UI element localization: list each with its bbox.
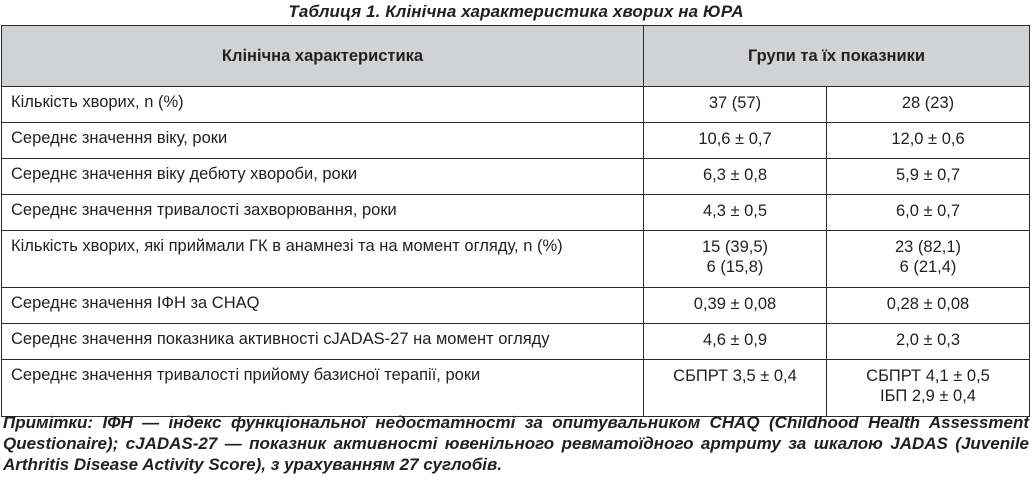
group-1-value xyxy=(644,324,827,360)
group-2-value xyxy=(827,87,1030,123)
value-line: 37 (57) xyxy=(708,94,762,112)
group-1-value xyxy=(644,288,827,324)
group-2-value xyxy=(827,288,1030,324)
value-line: 0,39 ± 0,08 xyxy=(693,295,777,313)
table-caption: Таблиця 1. Клінічна характеристика хворих на ЮРА xyxy=(288,2,744,21)
row-label: Середнє значення тривалості прийому базисної терапії, роки xyxy=(2,360,644,417)
table-row xyxy=(2,288,1030,324)
value-line: 6,3 ± 0,8 xyxy=(702,166,768,184)
value-line: 0,28 ± 0,08 xyxy=(886,295,970,313)
row-label: Середнє значення ІФН за CHAQ xyxy=(2,288,644,324)
group-2-value xyxy=(827,123,1030,159)
header-groups: Групи та їх показники xyxy=(644,26,1030,87)
value-line: 2,0 ± 0,3 xyxy=(895,331,961,349)
value-line: СБПРТ 3,5 ± 0,4 xyxy=(673,367,797,385)
clinical-characteristics-table xyxy=(1,25,1030,417)
table-row xyxy=(2,324,1030,360)
table-row xyxy=(2,87,1030,123)
value-line: 10,6 ± 0,7 xyxy=(698,130,772,148)
table-notes: Примітки: ІФН — індекс функціональної недостатності за опитувальником CHAQ (Childhood Health Assessment Questionaire); cJADAS-27 — показник активності ювенільного ревматоїдного артриту за шкалою JADAS (Juvenile Arthritis Disease Activity Score), з урахуванням 27 суглобів. xyxy=(3,413,1029,474)
group-2-value xyxy=(827,360,1030,417)
table-row xyxy=(2,231,1030,288)
row-label: Кількість хворих, n (%) xyxy=(2,87,644,123)
value-line: 5,9 ± 0,7 xyxy=(895,166,961,184)
value-line: 4,3 ± 0,5 xyxy=(702,202,768,220)
row-label: Середнє значення показника активності cJADAS-27 на момент огляду xyxy=(2,324,644,360)
group-1-value xyxy=(644,87,827,123)
group-2-value xyxy=(827,195,1030,231)
value-line: 28 (23) xyxy=(901,94,955,112)
value-line: ІБП 2,9 ± 0,4 xyxy=(880,387,976,405)
value-line: СБПРТ 4,1 ± 0,5 xyxy=(866,367,990,385)
value-line: 6,0 ± 0,7 xyxy=(895,202,961,220)
value-line: 6 (21,4) xyxy=(899,258,957,276)
group-1-value xyxy=(644,159,827,195)
row-label: Середнє значення тривалості захворювання, роки xyxy=(2,195,644,231)
table-header-row xyxy=(2,26,1030,87)
row-label: Середнє значення віку, роки xyxy=(2,123,644,159)
table-row xyxy=(2,360,1030,417)
row-label: Середнє значення віку дебюту хвороби, роки xyxy=(2,159,644,195)
row-label: Кількість хворих, які приймали ГК в анамнезі та на момент огляду, n (%) xyxy=(2,231,644,288)
value-line: 15 (39,5) xyxy=(701,238,769,256)
value-line: 12,0 ± 0,6 xyxy=(891,130,965,148)
group-2-value xyxy=(827,159,1030,195)
group-1-value xyxy=(644,360,827,417)
group-2-value xyxy=(827,231,1030,288)
group-2-value xyxy=(827,324,1030,360)
group-1-value xyxy=(644,195,827,231)
value-line: 4,6 ± 0,9 xyxy=(702,331,768,349)
table-row xyxy=(2,195,1030,231)
group-1-value xyxy=(644,231,827,288)
group-1-value xyxy=(644,123,827,159)
table-row xyxy=(2,159,1030,195)
header-clinical-characteristic: Клінічна характеристика xyxy=(2,26,644,87)
value-line: 6 (15,8) xyxy=(706,258,764,276)
value-line: 23 (82,1) xyxy=(894,238,962,256)
table-row xyxy=(2,123,1030,159)
